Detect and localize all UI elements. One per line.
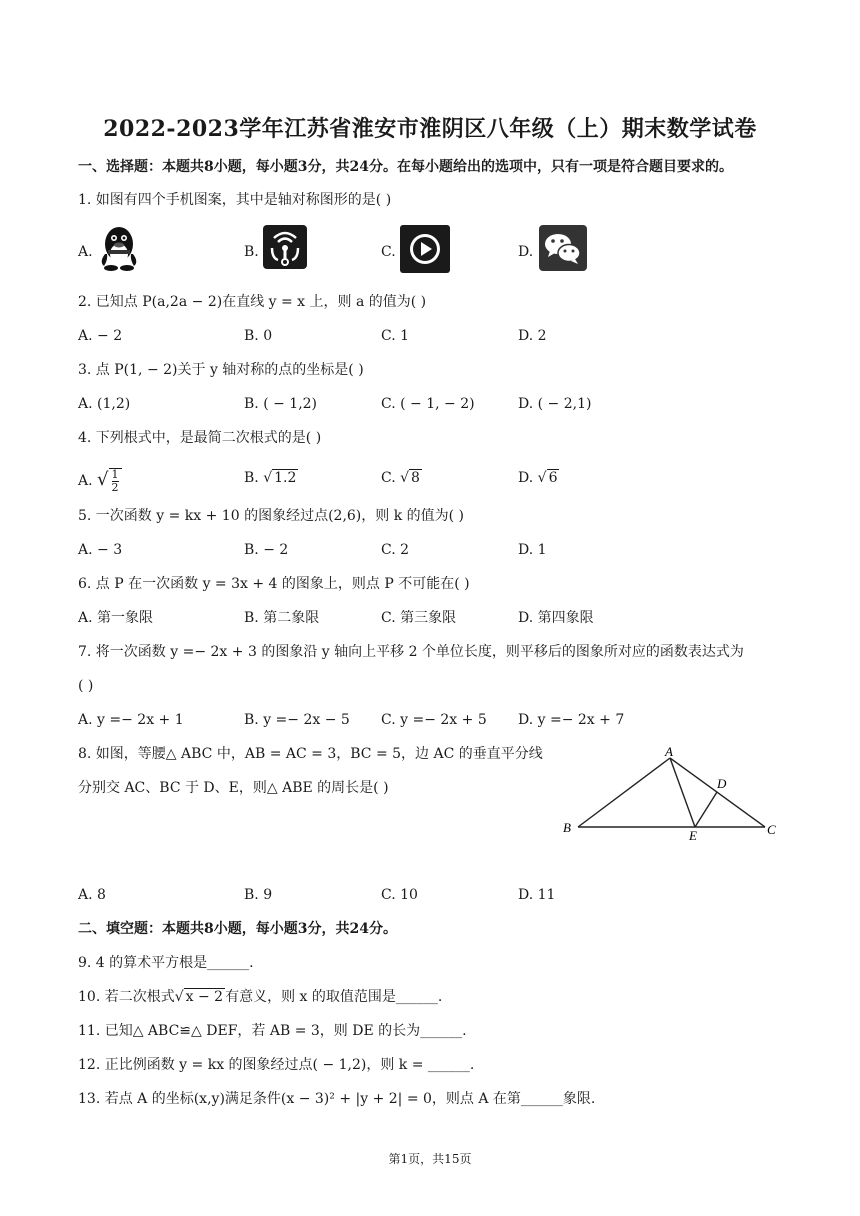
- q1-option-b: B.: [244, 244, 259, 260]
- q8-stem: 8. 如图，等腰△ ABC 中，AB = AC = 3，BC = 5，边 AC 的垂直平分线: [78, 746, 543, 762]
- segment-ae: [670, 758, 695, 827]
- q8-option-b: B. 9: [244, 887, 273, 903]
- exam-title: 2022-2023学年江苏省淮安市淮阴区八年级（上）期末数学试卷: [103, 116, 757, 142]
- q4-option-a-label: A.: [78, 473, 93, 489]
- q4-a-numerator: 1: [111, 468, 119, 481]
- q10-radicand: x − 2: [185, 989, 224, 1005]
- q2-option-d: D. 2: [518, 328, 547, 344]
- q3-option-a: A. (1,2): [78, 396, 131, 412]
- q8-stem-continued: 分别交 AC、BC 于 D、E，则△ ABE 的周长是( ): [78, 780, 389, 796]
- segment-de: [695, 792, 717, 827]
- label-c: C: [767, 822, 776, 837]
- q4-b-radicand: 1.2: [274, 470, 297, 486]
- q3-option-d: D. ( − 2,1): [518, 396, 592, 412]
- q6-option-c: C. 第三象限: [381, 610, 457, 626]
- q4-option-b: B. √ 1.2: [244, 470, 297, 486]
- q7-stem-continued: ( ): [78, 678, 94, 694]
- q7-option-a: A. y =− 2x + 1: [78, 712, 184, 728]
- q10-post: 有意义，则 x 的取值范围是______.: [225, 989, 443, 1005]
- q3-stem: 3. 点 P(1, − 2)关于 y 轴对称的点的坐标是( ): [78, 362, 364, 378]
- q4-option-c: C. √ 8: [381, 470, 420, 486]
- q4-option-b-label: B.: [244, 470, 259, 486]
- q9: 9. 4 的算术平方根是______.: [78, 955, 254, 971]
- page-footer: 第1页，共15页: [388, 1152, 472, 1166]
- q7-stem: 7. 将一次函数 y =− 2x + 3 的图象沿 y 轴向上平移 2 个单位长度，则平移后的图象所对应的函数表达式为: [78, 644, 744, 660]
- q4-option-d: D. √ 6: [518, 470, 558, 486]
- q6-option-a: A. 第一象限: [78, 610, 154, 626]
- q4-stem: 4. 下列根式中，是最简二次根式的是( ): [78, 430, 322, 446]
- q2-option-c: C. 1: [381, 328, 410, 344]
- q3-option-c: C. ( − 1, − 2): [381, 396, 475, 412]
- q8-option-a: A. 8: [78, 887, 106, 903]
- q6-option-d: D. 第四象限: [518, 610, 594, 626]
- q8-option-c: C. 10: [381, 887, 418, 903]
- q4-option-c-label: C.: [381, 470, 396, 486]
- q6-stem: 6. 点 P 在一次函数 y = 3x + 4 的图象上，则点 P 不可能在( ): [78, 576, 470, 592]
- label-e: E: [689, 828, 697, 843]
- q4-option-a: A. √ $\frac{1}{2}$: [78, 468, 122, 494]
- q4-a-denominator: 2: [111, 481, 119, 494]
- q5-stem: 5. 一次函数 y = kx + 10 的图象经过点(2,6)，则 k 的值为( ): [78, 508, 465, 524]
- q13: 13. 若点 A 的坐标(x,y)满足条件(x − 3)² + |y + 2| = 0，则点 A 在第______象限.: [78, 1091, 596, 1107]
- section-2-heading: 二、填空题：本题共8小题，每小题3分，共24分。: [78, 921, 397, 937]
- q2-stem: 2. 已知点 P(a,2a − 2)在直线 y = x 上，则 a 的值为( ): [78, 294, 427, 310]
- wifi-signal-icon: [262, 224, 308, 270]
- q5-option-c: C. 2: [381, 542, 410, 558]
- q8-option-d: D. 11: [518, 887, 556, 903]
- q2-option-b: B. 0: [244, 328, 273, 344]
- label-d: D: [717, 776, 727, 791]
- q11: 11. 已知△ ABC≌△ DEF，若 AB = 3，则 DE 的长为______.: [78, 1023, 467, 1039]
- q1-option-d: D.: [518, 244, 534, 260]
- q10: 10. 若二次根式√ x − 2 有意义，则 x 的取值范围是______.: [78, 989, 443, 1005]
- q1-option-c: C.: [381, 244, 396, 260]
- label-b: B: [563, 820, 571, 835]
- q1-option-a: A.: [78, 244, 93, 260]
- section-1-heading: 一、选择题：本题共8小题，每小题3分，共24分。在每小题给出的选项中，只有一项是符合题目要求的。: [78, 159, 733, 175]
- wechat-icon: [538, 224, 584, 270]
- q4-option-d-label: D.: [518, 470, 534, 486]
- q5-option-b: B. − 2: [244, 542, 289, 558]
- penguin-icon: [96, 224, 142, 270]
- triangle-diagram: [555, 740, 795, 850]
- q5-option-d: D. 1: [518, 542, 547, 558]
- q2-option-a: A. − 2: [78, 328, 123, 344]
- segment-ab: [578, 758, 670, 827]
- q3-option-b: B. ( − 1,2): [244, 396, 318, 412]
- q1-stem: 1. 如图有四个手机图案，其中是轴对称图形的是( ): [78, 192, 392, 208]
- play-icon: [399, 224, 445, 270]
- label-a: A: [665, 744, 673, 759]
- q7-option-c: C. y =− 2x + 5: [381, 712, 487, 728]
- q7-option-d: D. y =− 2x + 7: [518, 712, 625, 728]
- q4-c-radicand: 8: [411, 470, 420, 486]
- q7-option-b: B. y =− 2x − 5: [244, 712, 350, 728]
- q5-option-a: A. − 3: [78, 542, 123, 558]
- q6-option-b: B. 第二象限: [244, 610, 320, 626]
- q12: 12. 正比例函数 y = kx 的图象经过点( − 1,2)，则 k = ______.: [78, 1057, 475, 1073]
- q10-pre: 10. 若二次根式: [78, 989, 175, 1005]
- q4-d-radicand: 6: [548, 470, 558, 486]
